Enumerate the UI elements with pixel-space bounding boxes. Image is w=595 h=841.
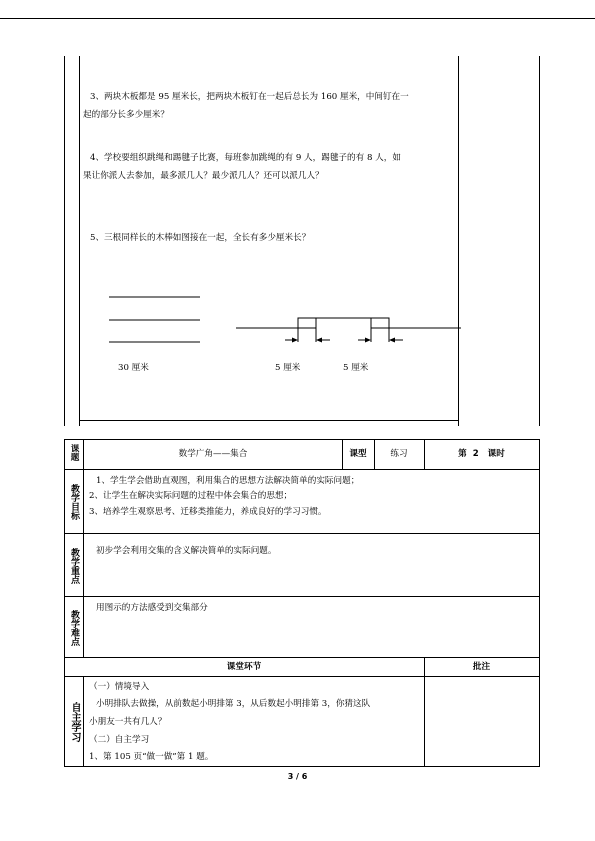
topic-title: 数学广角——集合 [178,449,248,459]
key-point-header [67,538,81,599]
table-header-col-divider-lower [83,676,84,766]
arrow-head-right-2 [389,338,395,343]
joined-stick-middle [298,318,389,342]
table-left-border [64,439,65,767]
table-row-line-4 [64,657,540,658]
sticks-figure [0,0,595,420]
problem-5-line-1: 5、三根同样长的木棒如图接在一起，全长有多少厘米长？ [90,233,311,243]
self-study-part2-title: （二）自主学习 [89,735,150,745]
self-study-part1-title: （一）情境导入 [89,682,150,692]
lesson-number: 第 2 课时 [458,449,505,459]
difficult-point-header [67,600,81,661]
upper-bottom-border [79,420,459,421]
figure-label-30cm: 30 厘米 [118,363,149,373]
table-row-line-3 [64,596,540,597]
table-header-col-divider [83,439,84,657]
problem-3-line-1: 3、两块木板都是 95 厘米长，把两块木板钉在一起后总长为 160 厘米，中间钉在一 [90,92,409,102]
type-header: 课型 [349,449,367,459]
arrow-head-left-1 [292,338,298,343]
table-row-line-1 [64,469,540,470]
table-right-border [539,439,540,767]
table-top-border [64,439,540,440]
table-col-notes-start [424,657,425,767]
problem-4-line-2: 果让你派人去参加，最多派几人？最少派几人？还可以派几人？ [83,171,324,181]
goal-2: 2、让学生在解决实际问题的过程中体会集合的思想； [89,491,293,501]
page-number: 3 / 6 [287,772,308,781]
table-row-line-5 [64,676,540,677]
arrow-head-left-2 [316,338,322,343]
key-point-header-text: 教学重点 [69,548,79,584]
figure-label-5cm-a: 5 厘米 [275,363,301,373]
difficult-point-text: 用图示的方法感受到交集部分 [96,603,208,613]
self-study-part1-line1: 小明排队去做操，从前数起小明排第 3，从后数起小明排第 3，你猜这队 [96,699,371,709]
key-point-text: 初步学会利用交集的含义解决简单的实际问题。 [96,546,277,556]
problem-4-line-1: 4、学校要组织跳绳和踢毽子比赛，每班参加跳绳的有 9 人，踢毽子的有 8 人，如 [90,153,401,163]
type-value: 练习 [390,449,408,459]
self-study-header-text: 自主学习 [69,702,80,742]
goal-3: 3、培养学生观察思考、迁移类推能力，养成良好的学习习惯。 [89,507,327,517]
topic-header-text: 课题 [69,444,79,462]
difficult-point-header-text: 教学难点 [69,610,79,646]
self-study-part1-line2: 小朋友一共有几人？ [89,717,167,727]
table-bottom-border [64,766,540,767]
goals-header [67,474,81,535]
topic-header [67,441,81,469]
goal-1: 1、学生学会借助直观图，利用集合的思想方法解决简单的实际问题； [96,476,360,486]
section-header: 课堂环节 [226,662,262,672]
problem-3-line-2: 起的部分长多少厘米？ [83,110,169,120]
arrow-head-right-1 [365,338,371,343]
goals-header-text: 教学目标 [69,484,79,520]
table-row-line-2 [64,533,540,534]
self-study-part2-line1: 1、第 105 页“做一做”第 1 题。 [89,752,214,762]
self-study-header [67,690,81,759]
figure-label-5cm-b: 5 厘米 [343,363,369,373]
notes-header: 批注 [472,662,491,672]
